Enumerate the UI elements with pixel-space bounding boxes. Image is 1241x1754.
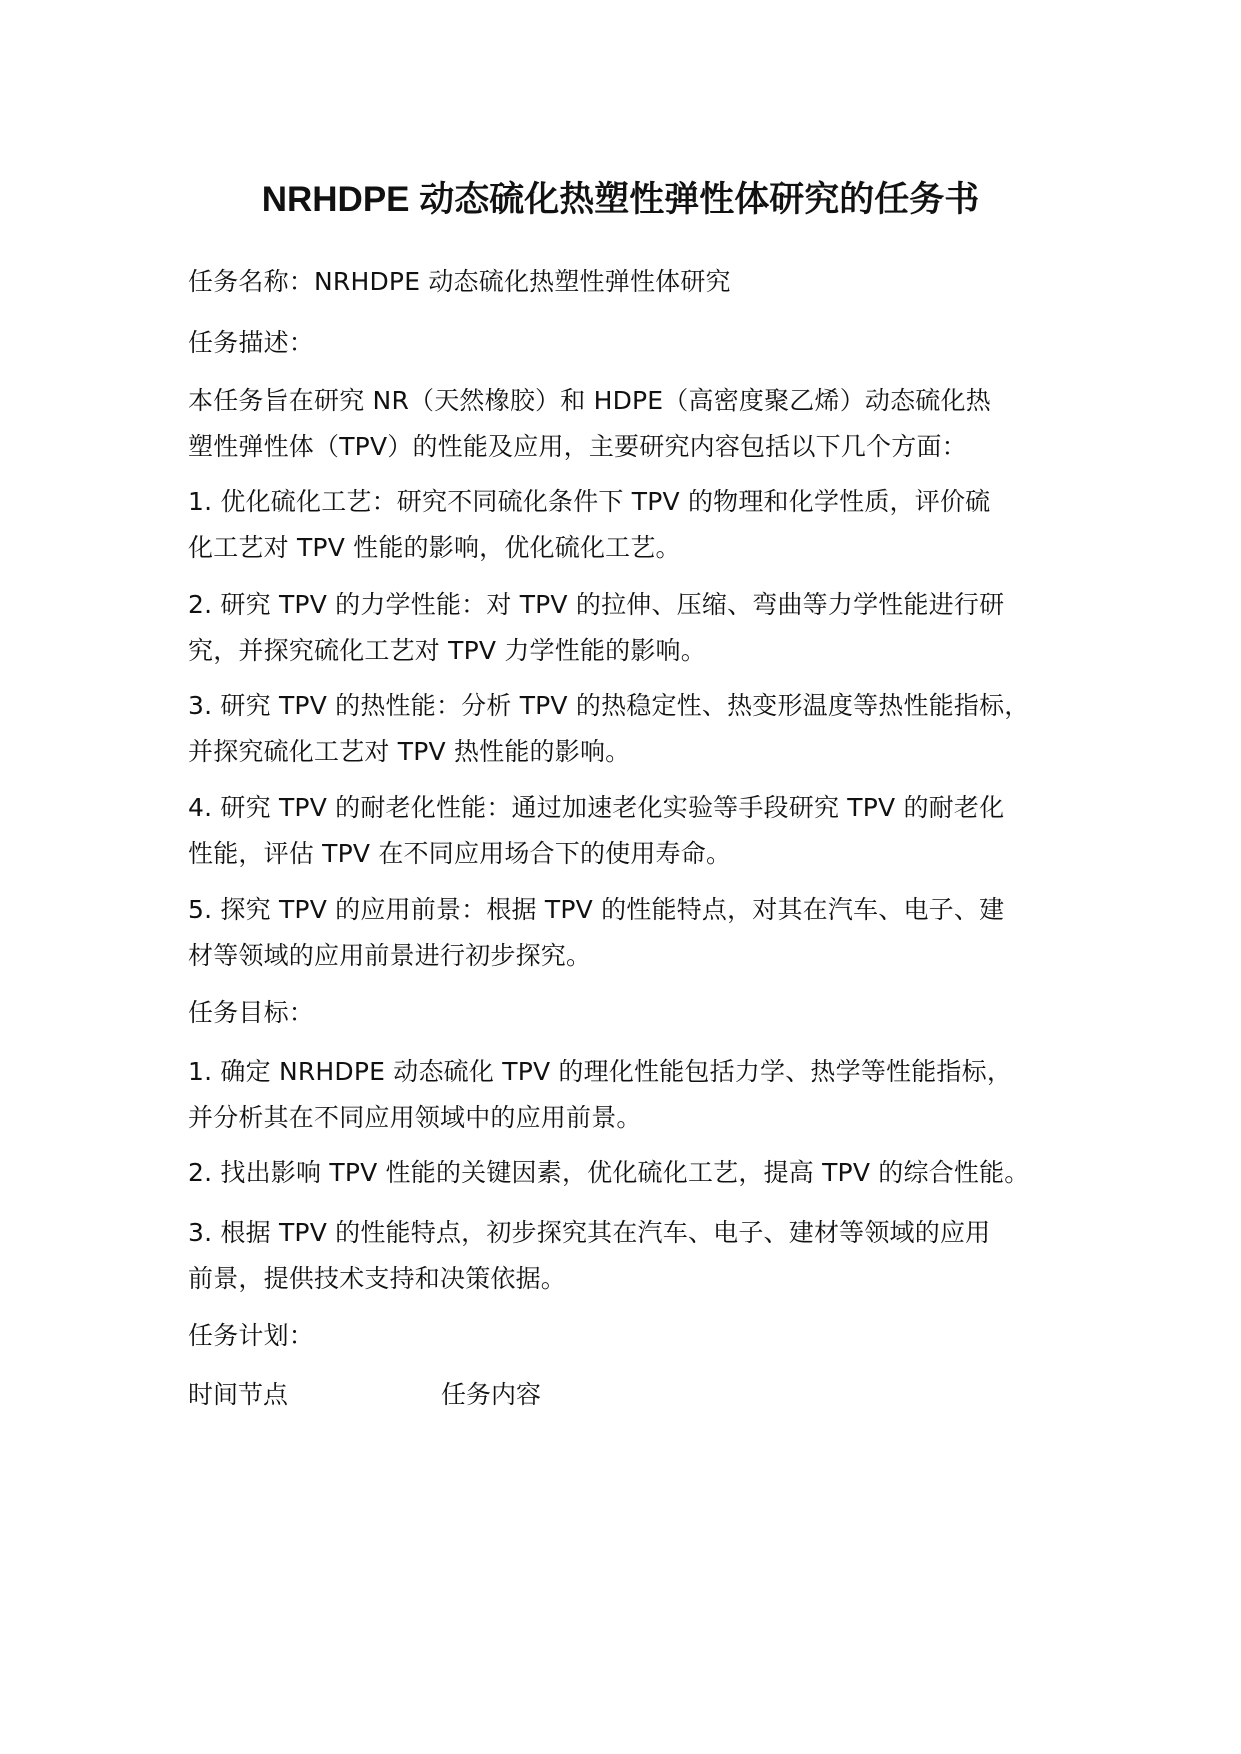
task-goal-heading: 任务目标： <box>188 998 315 1027</box>
goal-item-3-line-1: 3. 根据 TPV 的性能特点，初步探究其在汽车、电子、建材等领域的应用 <box>188 1218 991 1247</box>
task-name: 任务名称：NRHDPE 动态硫化热塑性弹性体研究 <box>188 267 731 296</box>
description-item-5-line-2: 材等领域的应用前景进行初步探究。 <box>188 941 592 970</box>
description-item-1-line-2: 化工艺对 TPV 性能的影响，优化硫化工艺。 <box>188 533 681 562</box>
description-item-2-line-2: 究，并探究硫化工艺对 TPV 力学性能的影响。 <box>188 636 706 665</box>
intro-line-1: 本任务旨在研究 NR（天然橡胶）和 HDPE（高密度聚乙烯）动态硫化热 <box>188 386 991 415</box>
description-item-2 <box>188 582 1088 674</box>
goal-item-3 <box>188 1210 1088 1302</box>
description-item-4-line-2: 性能，评估 TPV 在不同应用场合下的使用寿命。 <box>188 839 732 868</box>
task-plan-heading: 任务计划： <box>188 1321 315 1350</box>
description-item-2-line-1: 2. 研究 TPV 的力学性能：对 TPV 的拉伸、压缩、弯曲等力学性能进行研 <box>188 590 1005 619</box>
description-item-5-line-1: 5. 探究 TPV 的应用前景：根据 TPV 的性能特点，对其在汽车、电子、建 <box>188 895 1005 924</box>
document-title: NRHDPE 动态硫化热塑性弹性体研究的任务书 <box>261 180 980 219</box>
goal-item-2 <box>188 1150 1088 1196</box>
description-item-1-line-1: 1. 优化硫化工艺：研究不同硫化条件下 TPV 的物理和化学性质，评价硫 <box>188 487 991 516</box>
description-item-3-line-2: 并探究硫化工艺对 TPV 热性能的影响。 <box>188 737 631 766</box>
description-item-1 <box>188 479 1088 571</box>
description-item-3-line-1: 3. 研究 TPV 的热性能：分析 TPV 的热稳定性、热变形温度等热性能指标， <box>188 691 1030 720</box>
goal-item-3-line-2: 前景，提供技术支持和决策依据。 <box>188 1264 567 1293</box>
intro-paragraph <box>188 378 1088 470</box>
plan-column-time: 时间节点 <box>188 1380 289 1409</box>
goal-item-1 <box>188 1049 1088 1141</box>
goal-item-2-line-1: 2. 找出影响 TPV 性能的关键因素，优化硫化工艺，提高 TPV 的综合性能。 <box>188 1158 1030 1187</box>
task-description-heading: 任务描述： <box>188 328 315 357</box>
description-item-4-line-1: 4. 研究 TPV 的耐老化性能：通过加速老化实验等手段研究 TPV 的耐老化 <box>188 793 1005 822</box>
goal-item-1-line-1: 1. 确定 NRHDPE 动态硫化 TPV 的理化性能包括力学、热学等性能指标， <box>188 1057 1013 1086</box>
goal-item-1-line-2: 并分析其在不同应用领域中的应用前景。 <box>188 1103 642 1132</box>
description-item-3 <box>188 683 1088 775</box>
intro-line-2: 塑性弹性体（TPV）的性能及应用，主要研究内容包括以下几个方面： <box>188 432 967 461</box>
description-item-5 <box>188 887 1088 979</box>
description-item-4 <box>188 785 1088 877</box>
plan-column-content: 任务内容 <box>441 1380 542 1409</box>
